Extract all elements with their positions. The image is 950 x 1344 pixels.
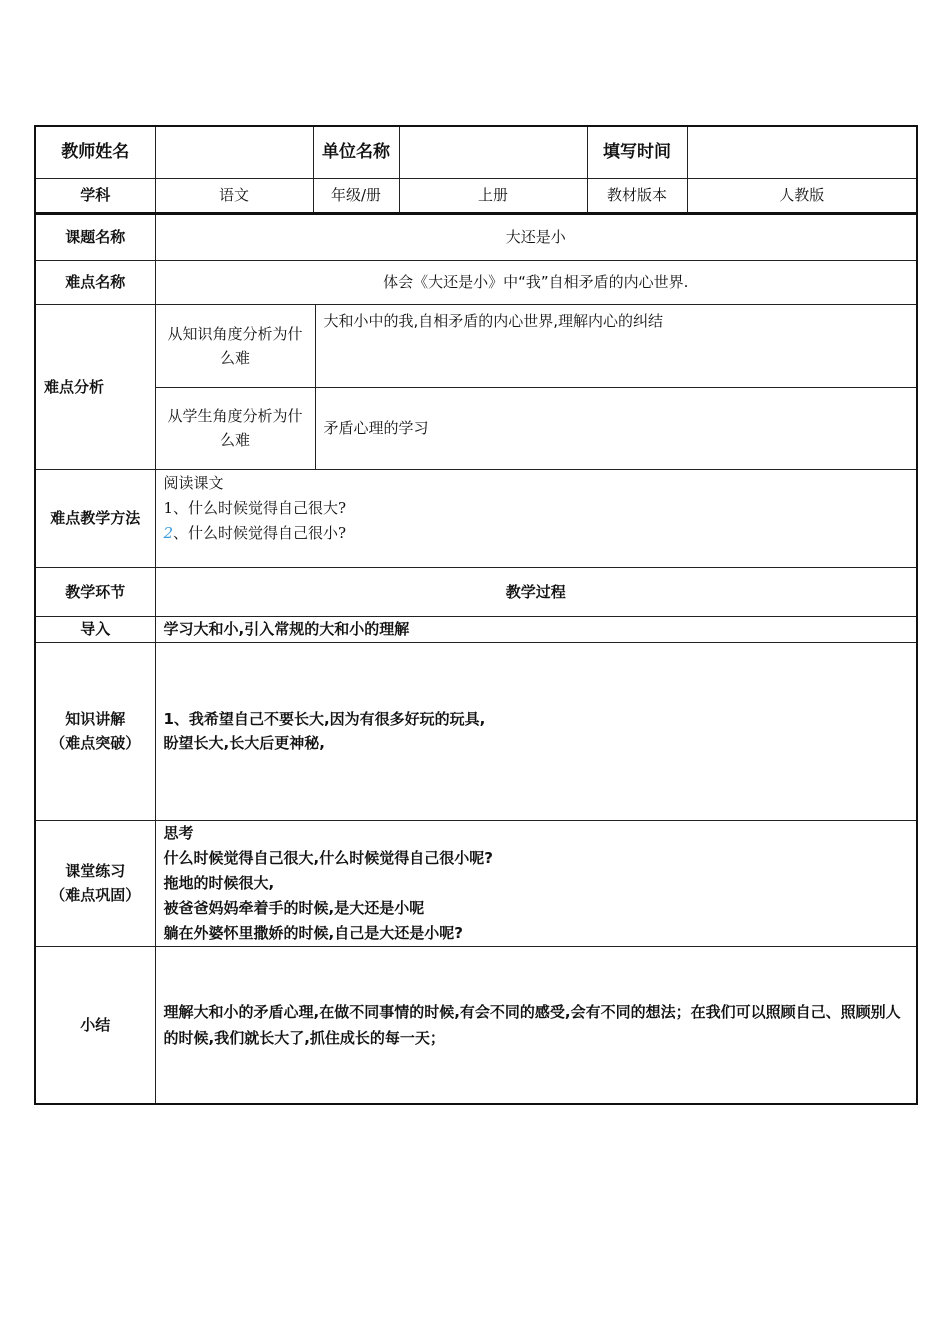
textbook-label: 教材版本: [587, 178, 687, 213]
topic-value: 大还是小: [155, 214, 917, 260]
knowledge-angle-label: 从知识角度分析为什么难: [155, 304, 315, 387]
subject-label: 学科: [35, 178, 155, 213]
summary-value: 理解大和小的矛盾心理,在做不同事情的时候,有会不同的感受,会有不同的想法；在我们可以照顾自己、照顾别人的时候,我们就长大了,抓住成长的每一天；: [155, 946, 917, 1104]
textbook-value: 人教版: [687, 178, 917, 213]
student-angle-label: 从学生角度分析为什么难: [155, 387, 315, 469]
knowledge-line-1: 1、我希望自己不要长大,因为有很多好玩的玩具,: [163, 710, 486, 728]
difficulty-label: 难点名称: [35, 260, 155, 304]
lesson-table: [34, 213, 918, 1105]
method-line-2: 1、什么时候觉得自己很大?: [163, 498, 347, 517]
teacher-name-value[interactable]: [155, 126, 313, 178]
intro-value: 学习大和小,引入常规的大和小的理解: [155, 616, 917, 642]
knowledge-section-label: [35, 642, 155, 820]
practice-line-1: 思考: [163, 823, 194, 842]
intro-label: 导入: [35, 616, 155, 642]
method-line-1: 阅读课文: [163, 473, 224, 492]
method-line-3: [164, 521, 909, 546]
header-table: [34, 125, 918, 214]
analysis-label: 难点分析: [35, 304, 155, 469]
practice-line-4: 被爸爸妈妈牵着手的时候,是大还是小呢: [163, 898, 425, 917]
knowledge-content: [155, 642, 917, 820]
practice-section-label: [35, 820, 155, 946]
practice-line-2: 什么时候觉得自己很大,什么时候觉得自己很小呢?: [163, 848, 493, 867]
summary-label: 小结: [35, 946, 155, 1104]
method-label: 难点教学方法: [35, 469, 155, 567]
topic-label: 课题名称: [35, 214, 155, 260]
practice-line-3: 拖地的时候很大,: [163, 873, 275, 892]
knowledge-label-line-2: （难点突破）: [50, 734, 141, 752]
practice-label-line-1: 课堂练习: [65, 862, 126, 880]
knowledge-label-line-1: 知识讲解: [65, 710, 126, 728]
teacher-name-label: 教师姓名: [35, 126, 155, 178]
grade-label: 年级/册: [313, 178, 399, 213]
method-content: [155, 469, 917, 567]
difficulty-value: 体会《大还是小》中“我”自相矛盾的内心世界.: [155, 260, 917, 304]
student-angle-value: 矛盾心理的学习: [315, 387, 917, 469]
grade-value: 上册: [399, 178, 587, 213]
section-label: 教学环节: [35, 567, 155, 616]
knowledge-line-2: 盼望长大,长大后更神秘,: [163, 734, 325, 752]
practice-label-line-2: （难点巩固）: [50, 886, 141, 904]
practice-line-5: 躺在外婆怀里撒娇的时候,自己是大还是小呢?: [163, 923, 463, 942]
fill-time-value[interactable]: [687, 126, 917, 178]
subject-value: 语文: [155, 178, 313, 213]
method-line-3-text: 、什么时候觉得自己很小?: [173, 523, 347, 542]
practice-content: [155, 820, 917, 946]
process-label: 教学过程: [155, 567, 917, 616]
unit-name-value[interactable]: [399, 126, 587, 178]
fill-time-label: 填写时间: [587, 126, 687, 178]
method-line-3-number: 2: [163, 523, 174, 542]
knowledge-angle-value: 大和小中的我,自相矛盾的内心世界,理解内心的纠结: [315, 304, 917, 387]
unit-name-label: 单位名称: [313, 126, 399, 178]
